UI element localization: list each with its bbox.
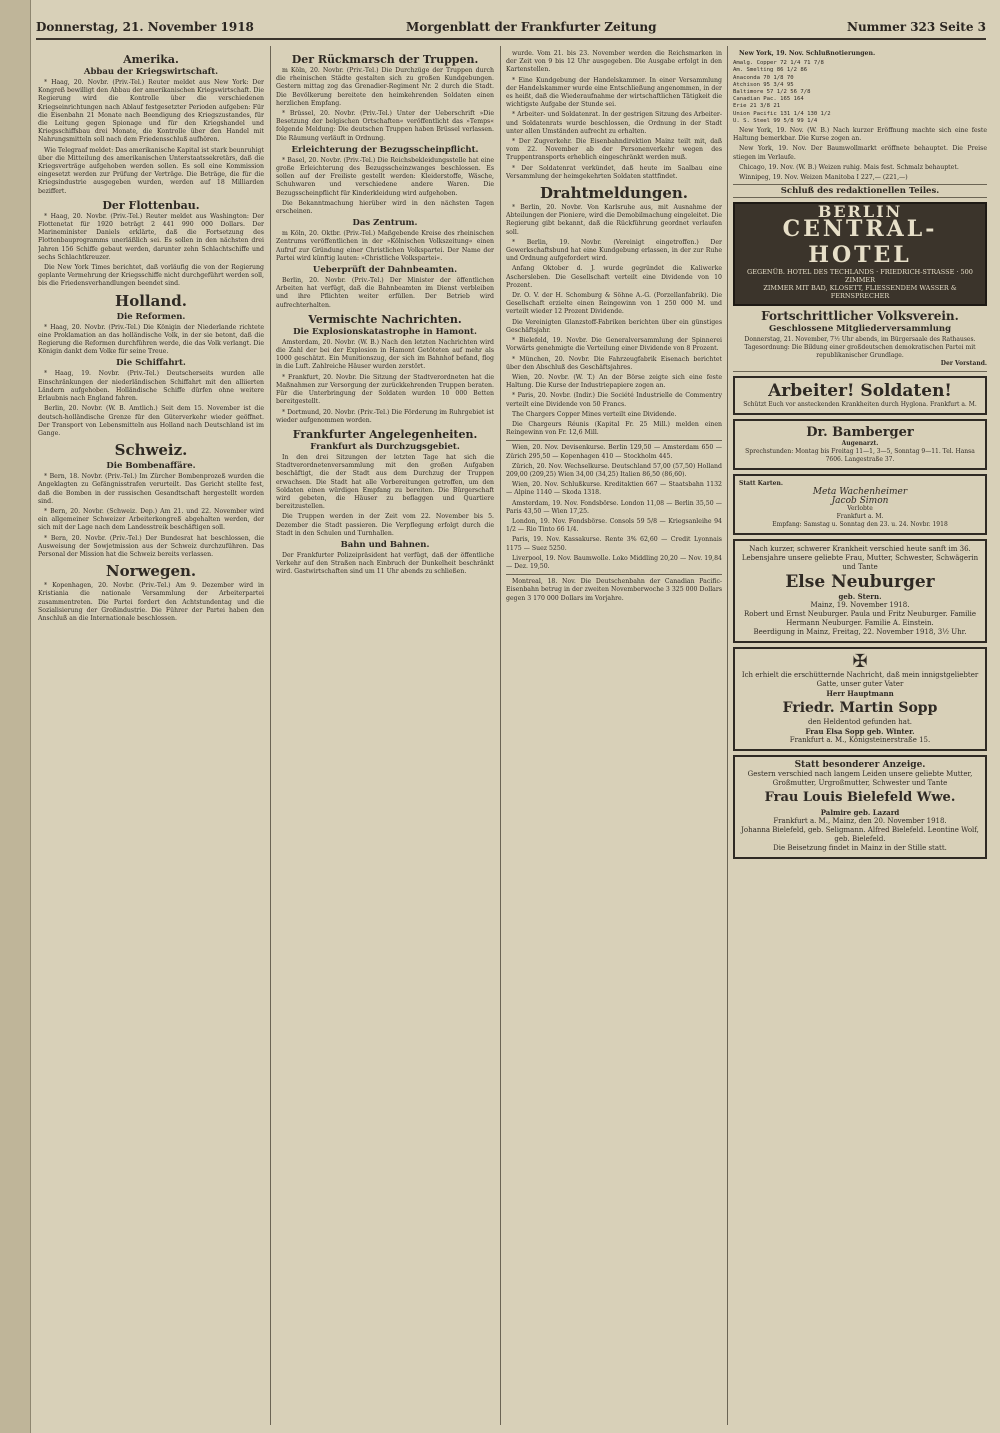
stock-row: U. S. Steel 99 5/8 99 1/4 — [733, 117, 818, 124]
divider — [506, 440, 722, 441]
section-title-vermischte: Vermischte Nachrichten. — [308, 312, 462, 326]
market-table: Wien, 20. Nov. Schlußkurse. Kreditaktien 667 — Staatsbahn 1132 — Alpine 1140 — Skoda 1318. — [506, 481, 722, 497]
ad-title: Dr. Bamberger — [806, 425, 914, 441]
article-paragraph: The Chargers Copper Mines verteilt eine Dividende. — [512, 410, 677, 418]
section-title-schweiz: Schweiz. — [114, 441, 188, 460]
section-subtitle: Erleichterung der Bezugsscheinpflicht. — [291, 144, 479, 155]
section-subtitle: Die Bombenaffäre. — [106, 461, 196, 472]
hotel-city: BERLIN — [817, 202, 903, 222]
article-paragraph: Wie Telegraaf meldet: Das amerikanische Kapital ist stark beunruhigt über die Mitteilung des amerikanischen Unterstaatssekretärs, daß die Kriegsverträge aufgehoben werden sollen. Es soll eine Kommission eingesetzt werden zur Prüfung der Verträge. Die Beträge, die für die Kriegsindustrie ausgegeben wurden, werden auf 18 Milliarden beziffert. — [38, 146, 264, 195]
notice-subtitle: Geschlossene Mitgliederversammlung — [768, 324, 952, 335]
article-paragraph: * Arbeiter- und Soldatenrat. In der gestrigen Sitzung des Arbeiter- und Soldatenrats wurde beschlossen, die Ordnung in der Stadt unter allen Umständen aufrecht zu erhalten. — [506, 111, 722, 135]
stock-row: Union Pacific 131 1/4 130 1/2 — [733, 110, 831, 117]
article-paragraph: * Haag, 19. Novbr. (Priv.-Tel.) Deutscherseits wurden alle Einschränkungen der niederländischen Schiffahrt mit den alliierten Ländern aufgehoben. Holländische Schiffe dürfen ohne weitere Erlaubnis nach England fahren. — [38, 370, 264, 403]
ad-text: Schützt Euch vor ansteckenden Krankheiten durch Hyglona. Frankfurt a. M. — [743, 401, 977, 409]
article-paragraph: * Bern, 18. Novbr. (Priv.-Tel.) Im Zürcher Bombenprozeß wurden die Angeklagten zu Gefängnisstrafen verurteilt. Das Gericht stellte fest, daß die Bomben in der russischen Gesandtschaft hergestellt worden sind. — [38, 473, 264, 505]
article-paragraph: * Der Zugverkehr. Die Eisenbahndirektion Mainz teilt mit, daß vom 22. November ab der Personenverkehr wegen des Truppentransports erheblich eingeschränkt werden muß. — [506, 138, 722, 162]
market-table: Amsterdam, 19. Nov. Fondsbörse. London 11,08 — Berlin 35,50 — Paris 43,50 — Wien 17,25. — [506, 499, 722, 515]
stock-row: Anaconda 70 1/8 70 — [733, 74, 794, 81]
column-1 — [38, 50, 264, 1427]
article-paragraph: Berlin, 20. Novbr. (W. B. Amtlich.) Seit dem 15. November ist die deutsch-holländische Grenze für den Güterverkehr wieder geöffnet. Der Transport von Lebensmitteln aus Holland nach Deutschland ist im Gange. — [38, 405, 264, 437]
article-paragraph: Chicago, 19. Nov. (W. B.) Weizen ruhig. Mais fest. Schmalz behauptet. — [739, 163, 959, 171]
column-rule — [270, 46, 271, 1425]
article-paragraph: New York, 19. Nov. (W. B.) Nach kurzer Eröffnung machte sich eine feste Haltung bemerkbar. Die Kurse zogen an. — [733, 127, 987, 143]
column-rule — [500, 46, 501, 1425]
notice-text: Empfang: Samstag u. Sonntag den 23. u. 24. Novbr. 1918 — [772, 520, 948, 528]
notice-signature: Der Vorstand. — [940, 360, 987, 368]
section-subtitle: Die Schiffahrt. — [116, 358, 186, 369]
column-3 — [506, 50, 722, 1427]
notice-text: Beerdigung in Mainz, Freitag, 22. November 1918, 3½ Uhr. — [753, 627, 967, 636]
ad-subtitle: Augenarzt. — [841, 440, 879, 448]
stock-row: Atchison 95 3/4 95 — [733, 81, 794, 88]
article-paragraph: Berlin, 20. Novbr. (Priv.-Tel.) Der Minister der öffentlichen Arbeiten hat verfügt, daß die Bahnbeamten im Dienst verbleiben und ihre Pflichten weiter erfüllen. Der Betrieb wird aufrechterhalten. — [276, 277, 494, 309]
article-paragraph: New York, 19. Nov. Der Baumwollmarkt eröffnete behauptet. Die Preise stiegen im Verlaufe. — [733, 145, 987, 161]
section-title-norwegen: Norwegen. — [105, 562, 197, 581]
stock-row: Canadian Pac. 165 164 — [733, 96, 804, 103]
article-paragraph: * Haag, 20. Novbr. (Priv.-Tel.) Die Königin der Niederlande richtete eine Proklamation an das holländische Volk, in der sie betont, daß die Regierung die Reformen durchführen werde, die das Volk verlangt. Die Königin dankt dem Volke für seine Treue. — [38, 323, 264, 356]
article-paragraph: * Basel, 20. Novbr. (Priv.-Tel.) Die Reichsbekleidungsstelle hat eine große Erleichterung des Bezugsscheinzwanges beschlossen. Es sollen auf der Freiliste gestellt werden: Kleiderstoffe, Wäsche, Schuhwaren und verschiedene andere Waren. Die Bezugsscheinpflicht für Kinderkleidung wird aufgehoben. — [276, 156, 494, 197]
article-paragraph: * München, 20. Novbr. Die Fahrzeugfabrik Eisenach berichtet über den Abschluß des Geschäftsjahres. — [506, 355, 722, 371]
header-paper-name: Morgenblatt der Frankfurter Zeitung — [406, 20, 657, 34]
divider — [506, 574, 722, 575]
advertisement-doctor — [733, 419, 987, 470]
notice-text: Die Beisetzung findet in Mainz in der Stille statt. — [773, 843, 947, 852]
article-paragraph: wurde. Vom 21. bis 23. November werden die Reichsmarken in der Zeit von 9 bis 12 Uhr ausgegeben. Die Ausgabe erfolgt in den Kartenstellen. — [506, 50, 722, 74]
article-paragraph: * Bern, 20. Novbr. (Schweiz. Dep.) Am 21. und 22. November wird ein allgemeiner Schweizer Arbeiterkongreß abgehalten werden, der sich mit der Lage nach dem Landesstreik beschäftigen soll. — [38, 507, 264, 532]
market-table: Zürich, 20. Nov. Wechselkurse. Deutschland 57,00 (57,50) Holland 209,00 (209,25) Wien 34,00 (34,25) Italien 86,50 (86,60). — [506, 462, 722, 478]
deceased-name: Friedr. Martin Sopp — [782, 699, 938, 716]
notice-text: geb. Stern. — [838, 591, 882, 601]
notice-text: Palmire geb. Lazard — [820, 807, 900, 817]
deceased-name: Else Neuburger — [785, 571, 935, 592]
engagement-notice — [733, 474, 987, 534]
section-subtitle: Frankfurt als Durchzugsgebiet. — [310, 441, 460, 452]
notice-head: Statt besonderer Anzeige. — [794, 759, 926, 770]
article-paragraph: * Bielefeld, 19. Novbr. Die Generalversammlung der Spinnerei Vorwärts genehmigte die Verteilung einer Dividende von 8 Prozent. — [506, 337, 722, 353]
article-paragraph: Amsterdam, 20. Novbr. (W. B.) Nach den letzten Nachrichten wird die Zahl der bei der Explosion in Hamont Getöteten auf mehr als 1000 geschätzt. Ein Munitionszug, der sich im Bahnhof befand, flog in die Luft. Zahlreiche Häuser wurden zerstört. — [276, 338, 494, 371]
engaged-name: Jacob Simon — [831, 495, 889, 506]
market-heading: New York, 19. Nov. Schlußnotierungen. — [739, 50, 876, 57]
article-paragraph: * Bern, 20. Novbr. (Priv.-Tel.) Der Bundesrat hat beschlossen, die Ausweisung der Sowjetmission aus der Schweiz durchzuführen. Das Personal der Mission hat die Schweiz bereits verlassen. — [38, 534, 264, 558]
column-rule — [727, 46, 728, 1425]
article-paragraph: * Der Soldatenrat verkündet, daß heute im Saalbau eine Versammlung der heimgekehrten Soldaten stattfindet. — [506, 164, 722, 180]
article-paragraph: Die New York Times berichtet, daß vorläufig die von der Regierung geplante Vermehrung der Kriegsschiffe nicht durchgeführt werden soll, bis die Friedensverhandlungen beendet sind. — [38, 264, 264, 288]
section-title-rueckmarsch: Der Rückmarsch der Truppen. — [291, 53, 479, 66]
deceased-name: Frau Louis Bielefeld Wwe. — [764, 789, 956, 805]
notice-text: Mainz, 19. November 1918. — [810, 600, 910, 609]
column-4 — [733, 50, 987, 1427]
article-paragraph: * Berlin, 19. Novbr. (Vereinigt eingetroffen.) Der Gewerkschaftsbund hat eine Kundgebung erlassen, in der zur Ruhe und Ordnung aufgefordert wird. — [506, 238, 722, 263]
article-paragraph: Der Frankfurter Polizeipräsident hat verfügt, daß der öffentliche Verkehr auf den Straßen nach Einbruch der Dunkelheit beschränkt wird. Gastwirtschaften sind um 11 Uhr abends zu schließen. — [276, 551, 494, 576]
ad-text: Sprechstunden: Montag bis Freitag 11—1, 3—5, Sonntag 9—11. Tel. Hansa 7606. Langestraße 37. — [745, 448, 975, 464]
notice-text: Frankfurt a. M. — [836, 512, 884, 520]
article-paragraph: * Eine Kundgebung der Handelskammer. In einer Versammlung der Handelskammer wurde eine Entschließung angenommen, in der es heißt, daß die Wiederaufnahme der wirtschaftlichen Tätigkeit die wichtigste Aufgabe der Stunde sei. — [506, 76, 722, 109]
market-table: Wien, 20. Nov. Devisenkurse. Berlin 129,50 — Amsterdam 650 — Zürich 295,50 — Kopenhagen 410 — Stockholm 445. — [506, 444, 722, 460]
notice-text: Frau Elsa Sopp geb. Winter. — [805, 726, 915, 736]
section-title-drahtmeldungen: Drahtmeldungen. — [539, 184, 689, 203]
article-paragraph: In den drei Sitzungen der letzten Tage hat sich die Stadtverordnetenversammlung mit den großen Aufgaben beschäftigt, die der Stadt aus dem Durchzug der Truppen erwachsen. Die Stadt hat alle Vorbereitungen getroffen, um den Soldaten einen würdigen Empfang zu bereiten. Die Bürgerschaft wird gebeten, die Häuser zu beflaggen und Quartiere bereitzustellen. — [276, 453, 494, 511]
adjacent-page-strip — [0, 0, 31, 1433]
section-title-amerika: Amerika. — [123, 53, 179, 66]
hotel-name: CENTRAL-HOTEL — [782, 216, 938, 269]
article-paragraph: * Haag, 20. Novbr. (Priv.-Tel.) Reuter meldet aus Washington: Der Flottenetat für 1920 beträgt 2 441 990 000 Dollars. Der Marineminister Daniels erklärte, daß die Fortsetzung des Flottenbauprogramms unerläßlich sei. Es sollen in den nächsten drei Jahren 156 Schiffe gebaut werden, darunter zehn Schlachtschiffe und sechs Schlachtkreuzer. — [38, 212, 264, 261]
section-subtitle: Die Explosionskatastrophe in Hamont. — [293, 326, 477, 337]
header-date: Donnerstag, 21. November 1918 — [36, 20, 254, 34]
article-paragraph: Wien, 20. Novbr. (W. T.) An der Börse zeigte sich eine feste Haltung. Die Kurse der Industriepapiere zogen an. — [506, 373, 722, 390]
death-notice-neuburger — [733, 539, 987, 643]
article-paragraph: Montreal, 18. Nov. Die Deutschenbahn der Canadian Pacific-Eisenbahn betrug in der zweiten Novemberwoche 3 325 000 Dollars gegen 3 170 000 Dollars im Vorjahre. — [506, 578, 722, 602]
section-title-flottenbau: Der Flottenbau. — [102, 198, 200, 212]
section-subtitle: Abbau der Kriegswirtschaft. — [83, 67, 219, 77]
notice-text: Ich erhielt die erschütternde Nachricht, daß mein innigstgeliebter Gatte, unser guter Vater — [741, 670, 979, 688]
hotel-subline: GEGENÜB. HOTEL DES TECHLANDS · FRIEDRICH-STRASSE · 500 ZIMMER — [747, 268, 973, 285]
article-paragraph: m Köln, 20. Oktbr. (Priv.-Tel.) Maßgebende Kreise des rheinischen Zentrums veröffentlichen in der »Kölnischen Volkszeitung« einen Aufruf zur Gründung einer Christlichen Volkspartei. Der Name der Partei wird künftig lauten: »Christliche Volkspartei«. — [276, 230, 494, 262]
notice-text: Tagesordnung: Die Bildung einer großdeutschen demokratischen Partei mit republikanischer Grundlage. — [744, 344, 976, 360]
section-subtitle: Das Zentrum. — [352, 218, 418, 229]
stock-row: Baltimore 57 1/2 56 7/8 — [733, 89, 811, 96]
engaged-name: Meta Wachenheimer — [812, 487, 908, 498]
section-title-holland: Holland. — [115, 291, 187, 310]
section-title-frankfurter: Frankfurter Angelegenheiten. — [292, 427, 478, 441]
stock-table — [733, 60, 987, 125]
article-paragraph: m Köln, 20. Novbr. (Priv.-Tel.) Die Durchzüge der Truppen durch die rheinischen Städte gestalten sich zu großen Kundgebungen. Gestern mittag zog das Grenadier-Regiment Nr. 2 durch die Stadt. Die Bevölkerung bereitete den heimkehrenden Soldaten einen herzlichen Empfang. — [276, 67, 494, 107]
article-paragraph: * Dortmund, 20. Novbr. (Priv.-Tel.) Die Förderung im Ruhrgebiet ist wieder aufgenommen worden. — [276, 408, 494, 424]
article-paragraph: Die Vereinigten Glanzstoff-Fabriken berichten über ein günstiges Geschäftsjahr. — [506, 318, 722, 334]
article-paragraph: * Frankfurt, 20. Novbr. Die Sitzung der Stadtverordneten hat die Maßnahmen zur Versorgung der zurückkehrenden Truppen beraten. Für die Unterbringung der Soldaten wurden 10 000 Betten bereitgestellt. — [276, 373, 494, 406]
article-paragraph: * Kopenhagen, 20. Novbr. (Priv.-Tel.) Am 9. Dezember wird in Kristiania die nationale Versammlung der Arbeiterpartei zusammentreten. Die Partei fordert den Achtstundentag und die Sozialisierung der Großindustrie. Die Führer der Partei haben den Anschluß an die Internationale beschlossen. — [38, 582, 264, 622]
column-2 — [276, 50, 494, 1427]
notice-text: Nach kurzer, schwerer Krankheit verschied heute sanft im 36. Lebensjahre unsere geliebte Frau, Mutter, Schwester, Schwägerin und Tante — [741, 544, 979, 571]
notice-text: Johanna Bielefeld, geb. Seligmann. Alfred Bielefeld. Leontine Wolf, geb. Bielefeld. — [741, 825, 979, 843]
notice-text: Donnerstag, 21. November, 7½ Uhr abends, im Bürgersaale des Rathauses. — [744, 336, 976, 344]
page-header — [36, 20, 986, 40]
article-paragraph: * Brüssel, 20. Novbr. (Priv.-Tel.) Unter der Ueberschrift »Die Besetzung der belgischen Ortschaften« veröffentlicht das »Temps« folgende Meldung: Die deutschen Truppen haben Brüssel verlassen. Die Räumung verläuft in Ordnung. — [276, 110, 494, 142]
article-paragraph: * Paris, 20. Novbr. (Indir.) Die Société Industrielle de Commentry verteilt eine Dividende von 50 Francs. — [506, 392, 722, 408]
article-paragraph: * Haag, 20. Novbr. (Priv.-Tel.) Reuter meldet aus New York: Der Kongreß bewilligt den Abbau der amerikanischen Kriegswirtschaft. Die Regierung wird die Kontrolle über die verschiedenen Kriegseinrichtungen nach Ablauf festgesetzter Perioden aufgeben: Für die Eisenbahn 21 Monate nach Beendigung des Kriegszustandes, für die Leitung gegen Spionage und für den Kriegshandel und Kriegsschiffsbau drei Monate, die Kontrolle über den Handel mit Nahrungsmitteln soll nach dem Friedensschluß aufhören. — [38, 79, 264, 144]
stock-row: Erie 21 3/8 21 — [733, 103, 781, 110]
article-paragraph: Dr. O. V. der H. Schomburg & Söhne A.-G. (Porzellanfabrik). Die Gesellschaft erzielte einen Reingewinn von 1 250 000 M. und verteilt wieder 12 Prozent Dividende. — [506, 292, 722, 316]
section-subtitle: Ueberprüft der Dahnbeamten. — [312, 265, 458, 276]
article-paragraph: * Berlin, 20. Novbr. Von Karlsruhe aus, mit Ausnahme der Abteilungen der Pioniere, wird die Demobilmachung eingeleitet. Die Regierung gibt bekannt, daß die Rückführung geordnet verlaufen soll. — [506, 204, 722, 236]
article-paragraph: Winnipeg, 19. Nov. Weizen Manitoba I 227,— (221,—) — [739, 174, 908, 182]
article-paragraph: Die Bekanntmachung hierüber wird in den nächsten Tagen erscheinen. — [276, 199, 494, 216]
notice-text: Herr Hauptmann — [826, 688, 894, 698]
market-table: Liverpool, 19. Nov. Baumwolle. Loko Middling 20,20 — Nov. 19,84 — Dez. 19,50. — [506, 554, 722, 570]
article-paragraph: Die Chargeurs Réunis (Kapital Fr. 25 Mill.) melden einen Reingewinn von Fr. 12,6 Mill. — [506, 420, 722, 437]
hotel-advertisement — [733, 202, 987, 306]
iron-cross-icon: ✠ — [852, 650, 868, 672]
advertisement-arbeiter — [733, 376, 987, 415]
section-subtitle: Bahn und Bahnen. — [340, 539, 430, 550]
header-issue: Nummer 323 Seite 3 — [846, 20, 986, 34]
notice-text: Gestern verschied nach langem Leiden unsere geliebte Mutter, Großmutter, Urgroßmutter, Schwester und Tante — [747, 769, 973, 787]
hotel-subline: ZIMMER MIT BAD, KLOSETT, FLIESSENDEM WASSER & FERNSPRECHER — [763, 284, 957, 301]
notice-title: Fortschrittlicher Volksverein. — [761, 309, 959, 324]
death-notice-sopp — [733, 647, 987, 751]
stock-row: Am. Smelting 86 1/2 86 — [733, 67, 808, 74]
market-table: London, 19. Nov. Fondsbörse. Consols 59 5/8 — Kriegsanleihe 94 1/2 — Rio Tinto 66 1/4. — [506, 517, 722, 534]
notice-head: Statt Karten. — [739, 480, 783, 488]
editorial-end-notice: Schluß des redaktionellen Teiles. — [733, 184, 987, 198]
section-subtitle: Die Reformen. — [116, 311, 186, 322]
notice-text: Frankfurt a. M., Mainz, den 20. November 1918. — [773, 816, 947, 825]
club-notice — [733, 310, 987, 372]
market-table: Paris, 19. Nov. Kassakurse. Rente 3% 62,60 — Credit Lyonnais 1175 — Suez 5250. — [506, 536, 722, 552]
article-paragraph: Die Truppen werden in der Zeit vom 22. November bis 5. Dezember die Stadt passieren. Die Verpflegung erfolgt durch die Stadt in den Schulen und Turnhallen. — [276, 513, 494, 537]
notice-text: Verlobte — [847, 504, 873, 512]
notice-text: Robert und Ernst Neuburger. Paula und Fritz Neuburger. Familie Hermann Neuburger. Familie A. Einstein. — [744, 609, 976, 627]
notice-text: den Heldentod gefunden hat. — [807, 717, 912, 726]
article-paragraph: Anfang Oktober d. J. wurde gegründet die Kaliwerke Aschersleben. Die Gesellschaft verteilt eine Dividende von 10 Prozent. — [506, 265, 722, 289]
ad-title: Arbeiter! Soldaten! — [768, 381, 952, 402]
death-notice-bielefeld — [733, 755, 987, 859]
notice-text: Frankfurt a. M., Königsteinerstraße 15. — [789, 735, 931, 744]
stock-row: Amalg. Copper 72 1/4 71 7/8 — [733, 60, 824, 67]
